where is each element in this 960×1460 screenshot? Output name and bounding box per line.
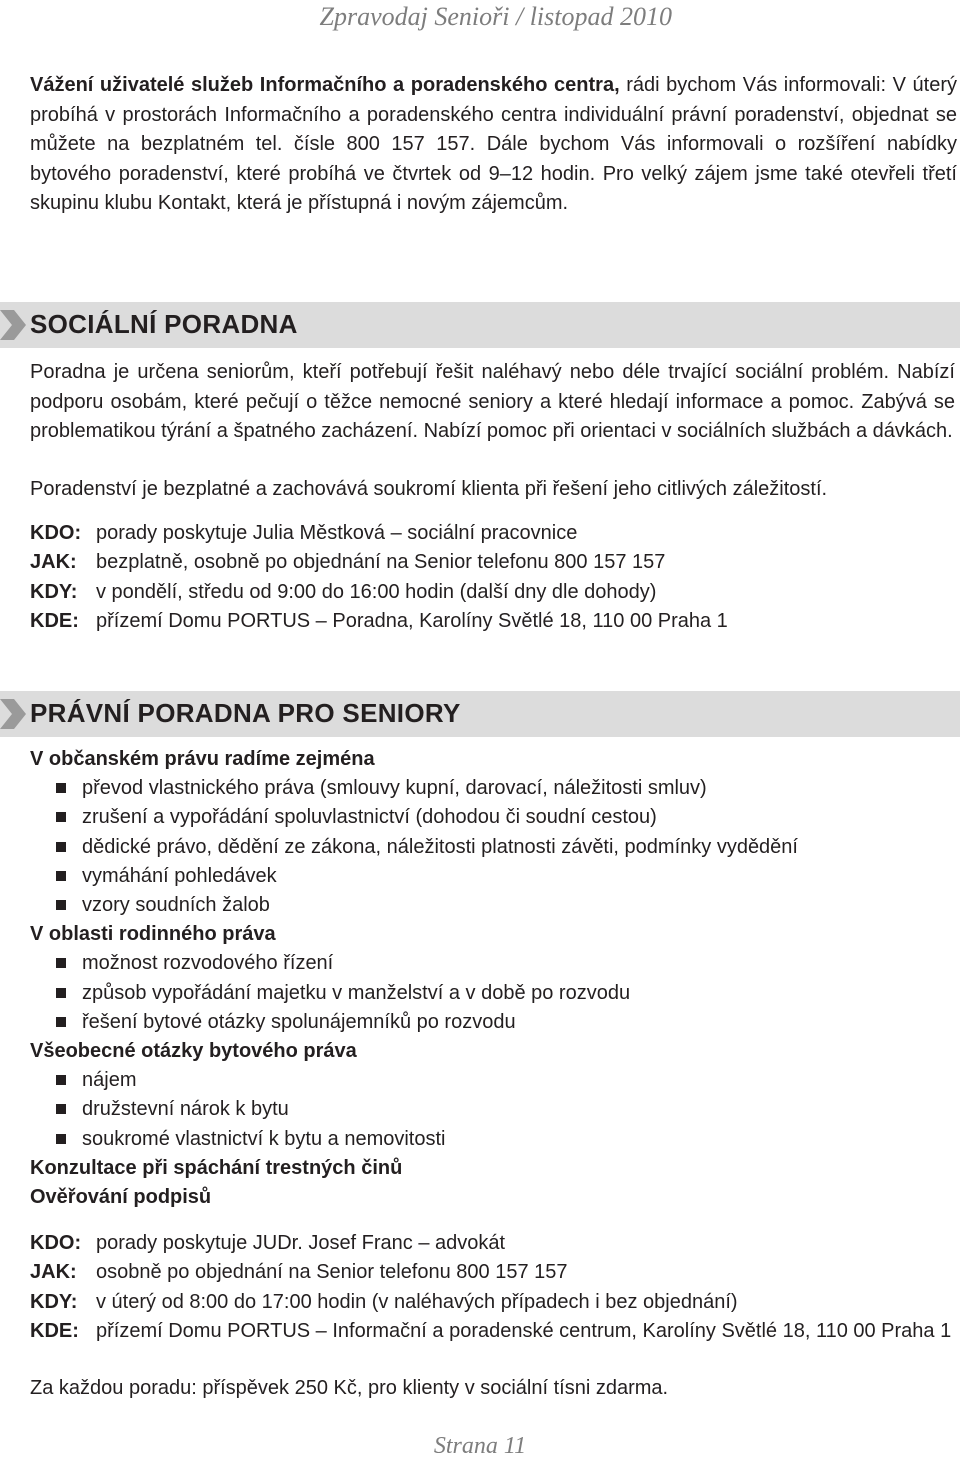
list-item (30, 1066, 955, 1095)
list-heading-signatures: Ověřování podpisů (30, 1186, 212, 1209)
social-contact-info (30, 519, 955, 636)
list-item-text: možnost rozvodového řízení (82, 952, 334, 975)
info-key: KDY: (30, 1290, 78, 1313)
square-bullet-icon (56, 842, 66, 852)
info-value: v úterý od 8:00 do 17:00 hodin (v naléhavých případech i bez objednání) (96, 1290, 738, 1313)
list-item (30, 1008, 955, 1037)
info-value: porady poskytuje Julia Městková – sociální pracovnice (96, 522, 578, 544)
social-section-banner (0, 302, 960, 348)
info-value: bezplatně, osobně po objednání na Senior telefonu 800 157 157 (96, 551, 666, 574)
square-bullet-icon (56, 900, 66, 910)
list-item-text: dědické právo, dědění ze zákona, náležitosti platnosti závěti, podmínky vydědění (82, 835, 798, 858)
legal-topics-list (30, 745, 955, 1212)
info-key: KDY: (30, 580, 78, 603)
list-item (30, 833, 955, 862)
info-value: přízemí Domu PORTUS – Informační a poradenské centrum, Karolíny Světlé 18, 110 00 Praha 1 (96, 1319, 952, 1342)
social-description: Poradna je určena seniorům, kteří potřebují řešit naléhavý nebo déle trvající sociální problém. Nabízí podporu osobám, které pečují o těžce nemocné seniory a které hledají informace a pomoc. Zabývá se problematikou týrání a špatného zacházení. Nabízí pomoc při orientaci v sociálních službách a dávkách. (30, 361, 955, 442)
page-number: Strana 11 (433, 1433, 527, 1459)
list-item (30, 803, 955, 832)
square-bullet-icon (56, 1104, 66, 1114)
list-heading-family-law: V oblasti rodinného práva (30, 923, 276, 946)
info-row-how (30, 548, 955, 577)
list-item-text: způsob vypořádání majetku v manželství a v době po rozvodu (82, 981, 631, 1004)
magazine-header-title: Zpravodaj Senioři / listopad 2010 (319, 2, 672, 31)
info-value: v pondělí, středu od 9:00 do 16:00 hodin (další dny dle dohody) (96, 580, 657, 603)
info-key: JAK: (30, 1261, 77, 1284)
list-item-text: vymáhání pohledávek (82, 864, 277, 887)
square-bullet-icon (56, 1017, 66, 1027)
chevron-right-icon (0, 310, 26, 340)
list-item-text: družstevní nárok k bytu (82, 1098, 289, 1121)
list-item-text: soukromé vlastnictví k bytu a nemovitosti (82, 1127, 446, 1150)
info-value: přízemí Domu PORTUS – Poradna, Karolíny Světlé 18, 110 00 Praha 1 (96, 609, 728, 632)
list-heading-civil-law: V občanském právu radíme zejména (30, 748, 375, 770)
list-item-text: nájem (82, 1069, 137, 1092)
legal-section-banner (0, 691, 960, 737)
list-item (30, 862, 955, 891)
info-row-who (30, 519, 955, 548)
chevron-right-icon (0, 699, 26, 729)
list-item (30, 979, 955, 1008)
square-bullet-icon (56, 1134, 66, 1144)
info-key: KDO: (30, 522, 82, 544)
info-key: JAK: (30, 551, 77, 574)
list-item-text: řešení bytové otázky spolunájemníků po rozvodu (82, 1010, 516, 1033)
list-heading-criminal: Konzultace při spáchání trestných činů (30, 1156, 403, 1179)
square-bullet-icon (56, 871, 66, 881)
list-item (30, 1125, 955, 1154)
square-bullet-icon (56, 783, 66, 793)
square-bullet-icon (56, 988, 66, 998)
list-item (30, 774, 955, 803)
list-item (30, 1095, 955, 1124)
list-item (30, 891, 955, 920)
legal-section-title: PRÁVNÍ PORADNA PRO SENIORY (30, 698, 461, 728)
square-bullet-icon (56, 1075, 66, 1085)
info-row-when (30, 578, 955, 607)
square-bullet-icon (56, 958, 66, 968)
fee-note: Za každou poradu: příspěvek 250 Kč, pro klienty v sociální tísni zdarma. (30, 1377, 669, 1399)
info-row-who (30, 1229, 955, 1258)
list-item-text: vzory soudních žalob (82, 894, 270, 917)
info-value: osobně po objednání na Senior telefonu 800 157 157 (96, 1261, 568, 1284)
info-row-where (30, 1317, 955, 1346)
info-value: porady poskytuje JUDr. Josef Franc – advokát (96, 1232, 506, 1254)
list-item-text: převod vlastnického práva (smlouvy kupní, darovací, náležitosti smluv) (82, 777, 707, 800)
info-key: KDO: (30, 1232, 82, 1254)
list-item (30, 949, 955, 978)
social-section-title: SOCIÁLNÍ PORADNA (30, 309, 298, 339)
social-privacy-note: Poradenství je bezplatné a zachovává soukromí klienta při řešení jeho citlivých záležitostí. (30, 478, 828, 500)
intro-bold-lead: Vážení uživatelé služeb Informačního a poradenského centra, (30, 74, 620, 96)
legal-contact-info (30, 1229, 955, 1346)
list-item-text: zrušení a vypořádání spoluvlastnictví (dohodou či soudní cestou) (82, 806, 657, 829)
intro-text: rádi bychom Vás informovali: V úterý probíhá v prostorách Informačního a poradenského centra individuální právní poradenství, objednat se můžete na bezplatném tel. čísle 800 157 157. Dále bychom Vás informovali o rozšíření nabídky bytového poradenství, které probíhá ve čtvrtek od 9–12 hodin. Pro velký zájem jsme také otevřeli třetí skupinu klubu Kontakt, která je přístupná i novým zájemcům. (30, 74, 957, 214)
info-row-when (30, 1288, 955, 1317)
info-key: KDE: (30, 1319, 79, 1342)
square-bullet-icon (56, 812, 66, 822)
intro-paragraph (30, 71, 957, 219)
info-row-where (30, 607, 955, 636)
list-heading-housing-law: Všeobecné otázky bytového práva (30, 1040, 357, 1063)
info-key: KDE: (30, 609, 79, 632)
info-row-how (30, 1258, 955, 1287)
